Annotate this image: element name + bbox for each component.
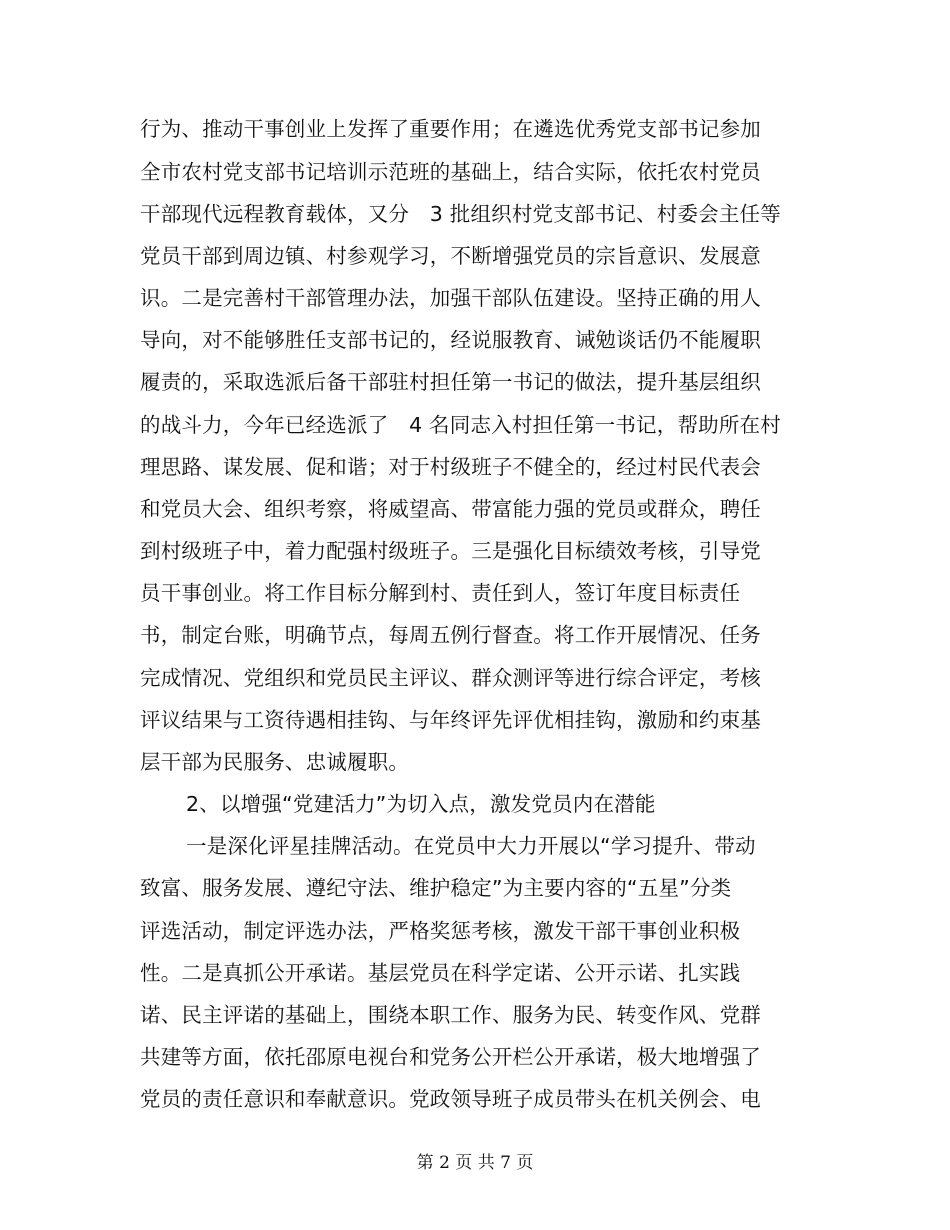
body-text-line-12: 员干事创业。将工作目标分解到村、责任到人，签订年度目标责任 bbox=[140, 581, 741, 605]
body-text-line-19: 致富、服务发展、遵纪守法、维护稳定”为主要内容的“五星”分类 bbox=[140, 876, 732, 900]
body-text-line-3: 干部现代远程教育载体，又分 3 批组织村党支部书记、村委会主任等 bbox=[140, 202, 781, 226]
body-text-line-2: 全市农村党支部书记培训示范班的基础上，结合实际，依托农村党员 bbox=[140, 160, 761, 184]
body-text-line-13: 书，制定台账，明确节点，每周五例行督查。将工作开展情况、任务 bbox=[140, 623, 761, 647]
body-text-line-22: 诺、民主评诺的基础上，围绕本职工作、服务为民、转变作风、党群 bbox=[140, 1003, 761, 1027]
body-text-line-6: 导向，对不能够胜任支部书记的，经说服教育、诫勉谈话仍不能履职 bbox=[140, 328, 761, 352]
body-text-line-11: 到村级班子中，着力配强村级班子。三是强化目标绩效考核，引导党 bbox=[140, 539, 761, 563]
body-text-line-16: 层干部为民服务、忠诚履职。 bbox=[140, 750, 410, 774]
body-text-line-14: 完成情况、党组织和党员民主评议、群众测评等进行综合评定，考核 bbox=[140, 666, 761, 690]
body-text-line-9: 理思路、谋发展、促和谐；对于村级班子不健全的，经过村民代表会 bbox=[140, 455, 761, 479]
section-heading: 2、以增强“党建活力”为切入点，激发党员内在潜能 bbox=[186, 792, 656, 816]
body-text-line-24: 党员的责任意识和奉献意识。党政领导班子成员带头在机关例会、电 bbox=[140, 1087, 761, 1111]
body-text-line-4: 党员干部到周边镇、村参观学习，不断增强党员的宗旨意识、发展意 bbox=[140, 244, 761, 268]
body-text-line-1: 行为、推动干事创业上发挥了重要作用；在遴选优秀党支部书记参加 bbox=[140, 117, 761, 141]
page-footer: 第 2 页 共 7 页 bbox=[416, 1153, 534, 1173]
body-text-line-18: 一是深化评星挂牌活动。在党员中大力开展以“学习提升、带动 bbox=[186, 834, 756, 858]
body-text-line-8: 的战斗力，今年已经选派了 4 名同志入村担任第一书记，帮助所在村 bbox=[140, 413, 781, 437]
body-text-line-20: 评选活动，制定评选办法，严格奖惩考核，激发干部干事创业积极 bbox=[140, 919, 741, 943]
body-text-line-10: 和党员大会、组织考察，将威望高、带富能力强的党员或群众，聘任 bbox=[140, 497, 761, 521]
body-text-line-15: 评议结果与工资待遇相挂钩、与年终评先评优相挂钩，激励和约束基 bbox=[140, 708, 761, 732]
body-text-line-21: 性。二是真抓公开承诺。基层党员在科学定诺、公开示诺、扎实践 bbox=[140, 961, 741, 985]
body-text-line-5: 识。二是完善村干部管理办法，加强干部队伍建设。坚持正确的用人 bbox=[140, 286, 761, 310]
body-text-line-7: 履责的，采取选派后备干部驻村担任第一书记的做法，提升基层组织 bbox=[140, 370, 761, 394]
body-text-line-23: 共建等方面，依托邵原电视台和党务公开栏公开承诺，极大地增强了 bbox=[140, 1045, 761, 1069]
